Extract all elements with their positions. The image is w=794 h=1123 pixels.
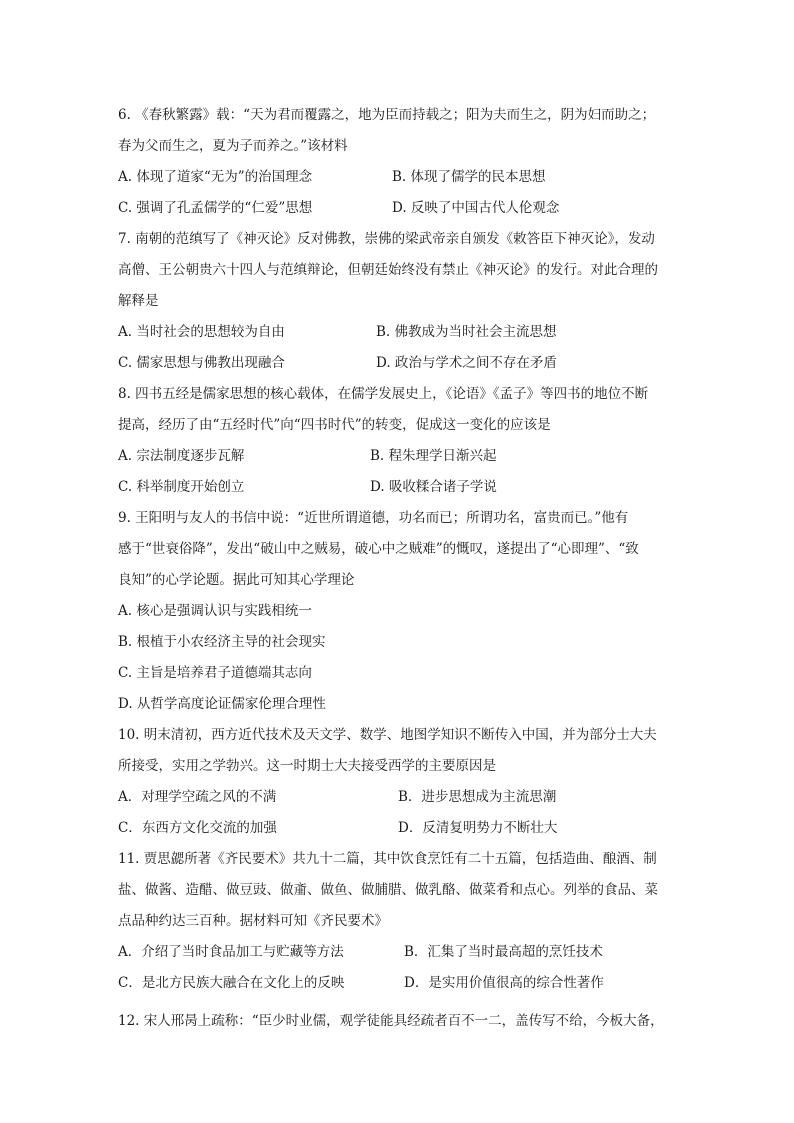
q7-option-c: C. 儒家思想与佛教出现融合 (118, 355, 285, 371)
q6-option-d: D. 反映了中国古代人伦观念 (392, 200, 560, 216)
q7-option-a: A. 当时社会的思想较为自由 (118, 324, 285, 340)
q7-stem-line-1: 7. 南朝的范缜写了《神灭论》反对佛教，崇佛的梁武帝亲自颁发《敕答臣下神灭论》，发动 (118, 231, 655, 247)
q6-option-c: C. 强调了孔孟儒学的“仁爱”思想 (118, 200, 313, 216)
q9-stem-line-2: 感于“世衰俗降”，发出“破山中之贼易，破心中之贼难”的慨叹，遂提出了“心即理”、“致 (118, 541, 639, 557)
q11-stem-line-1: 11. 贾思勰所著《齐民要术》共九十二篇，其中饮食烹饪有二十五篇，包括造曲、酿酒、制 (118, 851, 657, 867)
q8-stem-line-1: 8. 四书五经是儒家思想的核心载体，在儒学发展史上，《论语》《孟子》等四书的地位不断 (118, 386, 649, 402)
q8-option-b: B. 程朱理学日渐兴起 (370, 448, 497, 464)
q11-option-a: A．介绍了当时食品加工与贮藏等方法 (118, 944, 344, 960)
q8-option-d: D. 吸收糅合诸子学说 (370, 479, 497, 495)
q7-option-d: D. 政治与学术之间不存在矛盾 (376, 355, 557, 371)
q6-stem-line-2: 春为父而生之，夏为子而养之。”该材料 (118, 138, 348, 154)
q9-stem-line-1: 9. 王阳明与友人的书信中说：“近世所谓道德，功名而已；所谓功名，富贵而已。”他有 (118, 510, 629, 526)
q7-stem-line-3: 解释是 (118, 293, 159, 309)
q11-stem-line-2: 盐、做酱、造醋、做豆豉、做齑、做鱼、做脯腊、做乳酪、做菜肴和点心。列举的食品、菜 (118, 882, 658, 898)
q12-stem-line-1: 12. 宋人邢昺上疏称：“臣少时业儒，观学徒能具经疏者百不一二，盖传写不给，今板大备， (118, 1013, 664, 1029)
q10-option-a: A．对理学空疏之风的不满 (118, 789, 277, 805)
q11-stem-line-3: 点品种约达三百种。据材料可知《齐民要术》 (118, 913, 388, 929)
q11-option-d: D．是实用价值很高的综合性著作 (404, 975, 604, 991)
q10-option-d: D．反清复明势力不断壮大 (398, 820, 558, 836)
q9-option-c: C. 主旨是培养君子道德端其志向 (118, 665, 312, 681)
q10-stem-line-2: 所接受，实用之学勃兴。这一时期士大夫接受西学的主要原因是 (118, 758, 496, 774)
q8-option-a: A. 宗法制度逐步瓦解 (118, 448, 245, 464)
q8-option-c: C. 科举制度开始创立 (118, 479, 245, 495)
q9-option-d: D. 从哲学高度论证儒家伦理合理性 (118, 696, 326, 712)
q6-stem-line-1: 6. 《春秋繁露》载：“天为君而覆露之，地为臣而持载之；阳为夫而生之，阴为妇而助之； (118, 107, 656, 123)
q7-stem-line-2: 高僧、王公朝贵六十四人与范缜辩论，但朝廷始终没有禁止《神灭论》的发行。对此合理的 (118, 262, 658, 278)
q6-option-b: B. 体现了儒学的民本思想 (392, 169, 546, 185)
q10-option-b: B．进步思想成为主流思潮 (398, 789, 557, 805)
q9-option-b: B. 根植于小农经济主导的社会现实 (118, 634, 326, 650)
q6-option-a: A. 体现了道家“无为”的治国理念 (118, 169, 313, 185)
q8-stem-line-2: 提高，经历了由“五经时代”向“四书时代”的转变，促成这一变化的应该是 (118, 417, 551, 433)
q9-option-a: A. 核心是强调认识与实践相统一 (118, 603, 312, 619)
q11-option-c: C．是北方民族大融合在文化上的反映 (118, 975, 345, 991)
q10-option-c: C．东西方文化交流的加强 (118, 820, 277, 836)
q7-option-b: B. 佛教成为当时社会主流思想 (376, 324, 557, 340)
q11-option-b: B．汇集了当时最高超的烹饪技术 (404, 944, 603, 960)
q10-stem-line-1: 10. 明末清初，西方近代技术及天文学、数学、地图学知识不断传入中国，并为部分士大夫 (118, 727, 657, 743)
q9-stem-line-3: 良知”的心学论题。据此可知其心学理论 (118, 572, 355, 588)
